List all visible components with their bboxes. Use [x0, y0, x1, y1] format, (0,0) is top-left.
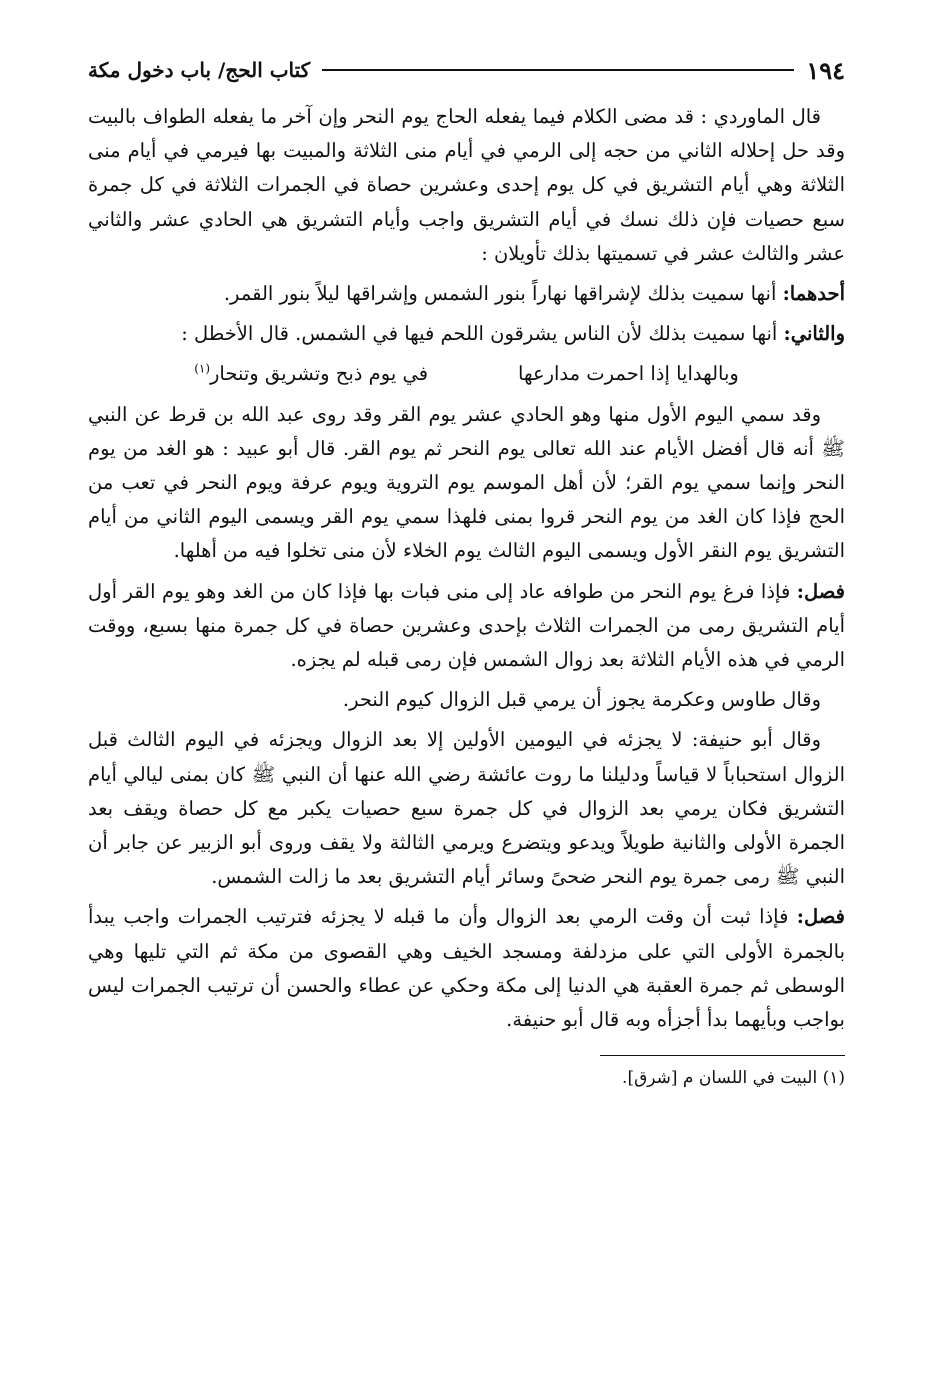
header-rule [322, 69, 794, 71]
paragraph-8-term: فصل: [796, 905, 845, 929]
paragraph-5-text: فإذا فرغ يوم النحر من طوافه عاد إلى منى فبات بها فإذا كان من الغد وهو يوم القر أول أيام التشريق رمى من الجمرات الثلاث بإحدى وعشرين حصاة في كل جمرة منها بسبع، ووقت الرمي في هذه الأيام الثلاثة بعد زوال الشمس فإن رمى قبله لم يجزه. [88, 579, 845, 672]
paragraph-3-text: أنها سميت بذلك لأن الناس يشرقون اللحم فيها في الشمس. قال الأخطل : [181, 322, 784, 346]
footnote-rule [600, 1055, 845, 1056]
poem-verse [88, 357, 845, 391]
page-number: ١٩٤ [806, 55, 845, 85]
paragraph-3 [88, 317, 845, 351]
paragraph-5-term: فصل: [796, 579, 845, 603]
verse-second-text: في يوم ذبح وتشريق وتنحار [210, 362, 429, 386]
paragraph-8 [88, 900, 845, 1037]
paragraph-3-term: والثاني: [783, 322, 845, 346]
paragraph-6: وقال طاوس وعكرمة يجوز أن يرمي قبل الزوال كيوم النحر. [342, 688, 821, 712]
paragraph-7: وقال أبو حنيفة: لا يجزئه في اليومين الأولين إلا بعد الزوال ويجزئه في اليوم الثالث قبل الزوال استحباباً لا قياساً ودليلنا ما روت عائشة رضي الله عنها أن النبي ﷺ كان بمنى ليالي أيام التشريق فكان يرمي بعد الزوال في كل جمرة سبع حصيات يكبر مع كل حصاة ويقف بعد الجمرة الأولى والثانية طويلاً ويدعو ويتضرع ويرمي الثالثة ولا يقف وروى أبو الزبير عن جابر أن النبي ﷺ رمى جمرة يوم النحر ضحىً وسائر أيام التشريق بعد ما زالت الشمس. [88, 728, 845, 889]
paragraph-2-text: أنها سميت بذلك لإشراقها نهاراً بنور الشمس وإشراقها ليلاً بنور القمر. [223, 282, 783, 306]
book-page [88, 50, 845, 1092]
paragraph-1: قال الماوردي : قد مضى الكلام فيما يفعله الحاج يوم النحر وإن آخر ما يفعله الطواف بالبيت وقد حل إحلاله الثاني من حجه إلى الرمي في أيام منى الثلاثة والمبيت بها فيرمي في أيام منى الثلاثة وهي أيام التشريق في كل يوم إحدى وعشرين حصاة في الجمرات الثلاثة في كل جمرة سبع حصيات فإن ذلك نسك في أيام التشريق واجب وأيام التشريق هي الحادي عشر والثاني عشر والثالث عشر في تسميتها بذلك تأويلان : [88, 105, 845, 265]
footnote-marker: (١) [194, 361, 211, 376]
running-title: كتاب الحج/ باب دخول مكة [88, 58, 311, 82]
paragraph-5 [88, 575, 845, 678]
paragraph-8-text: فإذا ثبت أن وقت الرمي بعد الزوال وأن ما قبله لا يجزئه فترتيب الجمرات واجب يبدأ بالجمرة الأولى التي على مزدلفة ومسجد الخيف وهي القصوى من مكة ثم التي تليها وهي الوسطى ثم جمرة العقبة هي الدنيا إلى مكة وحكي عن عطاء والحسن أن ترتيب الجمرات ليس بواجب وبأيهما بدأ أجزأه وبه قال أبو حنيفة. [88, 905, 845, 1032]
verse-first-hemistich: وبالهدايا إذا احمرت مدارعها [518, 362, 739, 386]
verse-second-hemistich [194, 357, 428, 391]
footnote: (١) البيت في اللسان م [شرق]. [622, 1068, 845, 1089]
paragraph-4: وقد سمي اليوم الأول منها وهو الحادي عشر يوم القر وقد روى عبد الله بن قرط عن النبي ﷺ أنه قال أفضل الأيام عند الله تعالى يوم النحر ثم يوم القر. قال أبو عبيد : هو الغد من يوم النحر وإنما سمي يوم القر؛ لأن أهل الموسم يوم التروية ويوم عرفة ويوم النحر في تعب من الحج فإذا كان الغد من يوم النحر قروا بمنى فلهذا سمي يوم القر ويسمى اليوم الثاني من أيام التشريق يوم النقر الأول ويسمى اليوم الثالث يوم الخلاء لأن منى تخلوا فيه من أهلها. [88, 402, 845, 563]
paragraph-2-term: أحدهما: [782, 282, 845, 306]
paragraph-2 [88, 277, 845, 311]
page-header [88, 50, 845, 90]
page-body [88, 100, 845, 1037]
